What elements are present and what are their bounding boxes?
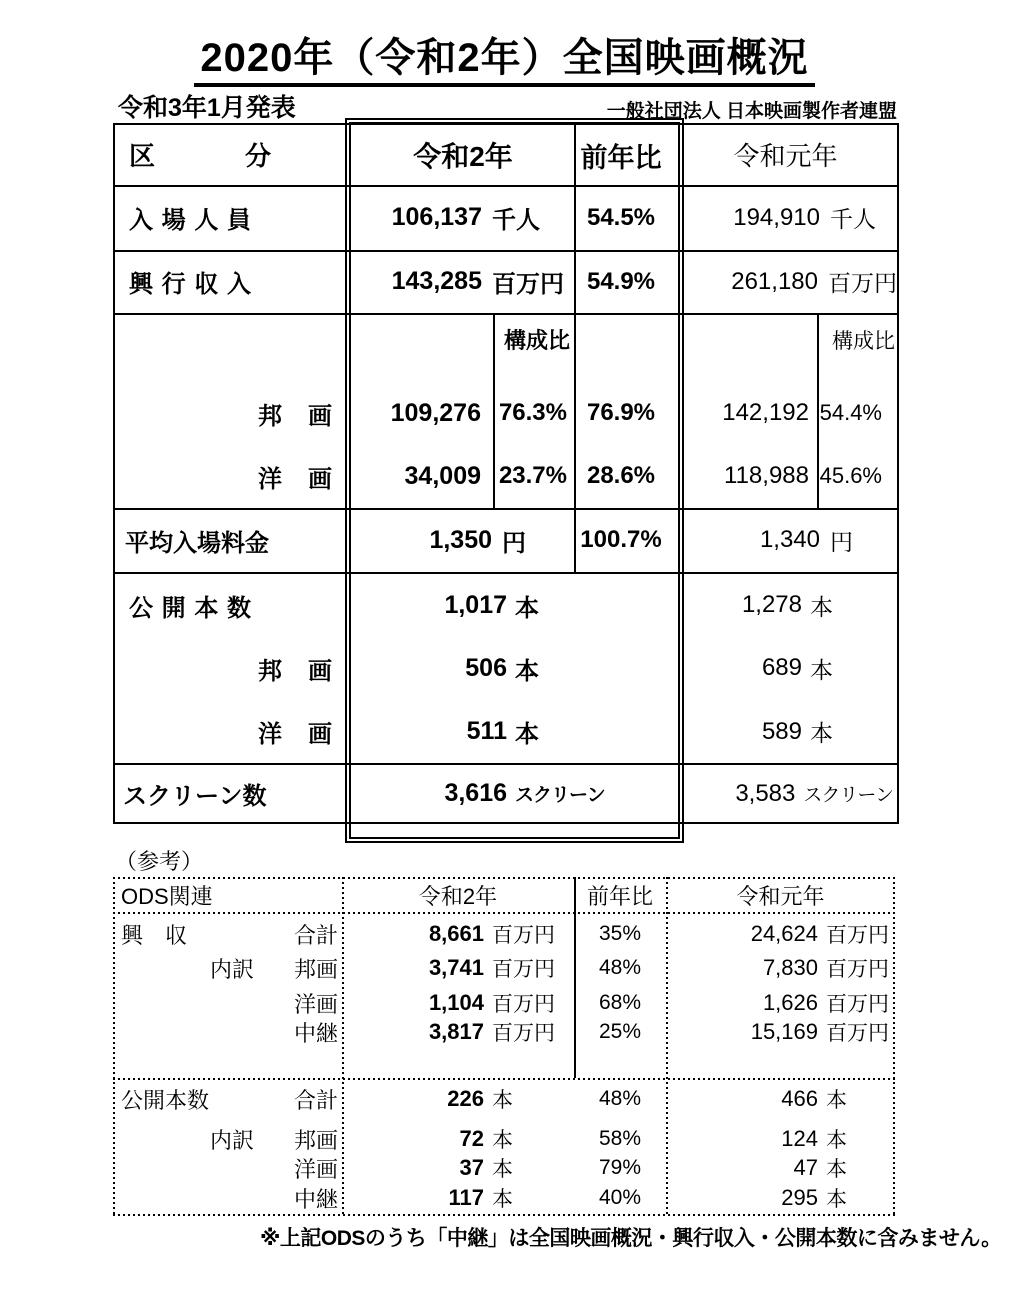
- ods-rev-jp-r2-cell: [342, 951, 574, 985]
- header-yoy: 前年比: [580, 142, 662, 173]
- boxoffice-label-cell: [129, 252, 345, 311]
- share-fr-yoy: 28.6%: [586, 462, 656, 489]
- ods-rel-relay-r2-unit: 本: [492, 1188, 513, 1211]
- price-r2-unit: 円: [502, 529, 526, 557]
- boxoffice-yoy: 54.9%: [586, 267, 656, 295]
- ods-rel-fr-r1-value: 47: [793, 1155, 818, 1180]
- ods-rel-fr-yoy-cell: [574, 1151, 666, 1185]
- attendance-label: 入 場 人 員: [129, 207, 253, 234]
- share-jp-r2-value-cell: [352, 380, 481, 446]
- ods-header-reiwa2-cell: [342, 879, 574, 912]
- ods-rel-fr-label-cell: [113, 1151, 338, 1185]
- screens-r2-cell: [352, 765, 667, 822]
- screens-r1-value: 3,583: [735, 779, 796, 807]
- ods-header-label-cell: [121, 879, 341, 912]
- share-fr-r2-share-cell: [493, 443, 567, 509]
- screens-r2-value: 3,616: [444, 779, 507, 807]
- boxoffice-yoy-cell: [576, 252, 666, 311]
- screens-label: スクリーン数: [123, 783, 267, 810]
- releases-r1-value: 1,278: [741, 591, 802, 618]
- header-category-char2: 分: [244, 140, 271, 171]
- share-jp-label: 邦 画: [258, 402, 333, 430]
- ods-rev-relay-r2-cell: [342, 1015, 574, 1049]
- boxoffice-label: 興 行 収 入: [129, 271, 253, 298]
- boxoffice-r2-cell: [352, 252, 574, 311]
- price-yoy-cell: [576, 510, 666, 570]
- ods-rel-total-r1-value: 466: [781, 1086, 818, 1111]
- share-fr-label-cell: [113, 443, 333, 509]
- price-label-cell: [125, 510, 345, 570]
- ods-header-reiwa2: 令和2年: [418, 884, 498, 909]
- releases-jp-label-cell: [113, 636, 333, 700]
- share-jp-r2-value: 109,276: [390, 398, 481, 427]
- ods-rev-fr-yoy: 68%: [598, 991, 642, 1014]
- ods-rel-breakdown-label: 内訳: [210, 1127, 255, 1153]
- organization: 一般社団法人 日本映画製作者連盟: [606, 101, 897, 122]
- ods-rel-jp-r1-value: 124: [781, 1126, 818, 1151]
- header-category: [129, 136, 271, 173]
- ods-rev-jp-r1-unit: 百万円: [826, 958, 889, 981]
- ods-rev-relay-label-cell: [113, 1015, 338, 1049]
- releases-r1-unit: 本: [810, 593, 833, 620]
- attendance-label-cell: [129, 187, 345, 248]
- share-jp-yoy: 76.9%: [586, 399, 656, 426]
- screens-r1-cell: [674, 765, 893, 822]
- share-fr-label: 洋 画: [258, 465, 333, 493]
- header-category-cell: [113, 125, 345, 183]
- ods-rev-total-label-cell: [121, 917, 338, 951]
- ods-rel-jp-r2-unit: 本: [492, 1129, 513, 1152]
- attendance-r1-cell: [674, 187, 897, 248]
- ods-rel-total-r1-unit: 本: [826, 1089, 847, 1112]
- ods-rev-jp-yoy-cell: [574, 951, 666, 985]
- releases-r2-value: 1,017: [444, 590, 507, 619]
- releases-label-cell: [129, 574, 345, 636]
- share-fr-r2-value-cell: [352, 443, 481, 509]
- attendance-r2-value: 106,137: [391, 203, 482, 231]
- releases-jp-r1-unit: 本: [810, 656, 833, 683]
- ods-rev-breakdown-label: 内訳: [210, 956, 255, 982]
- ods-rel-jp-yoy: 58%: [598, 1127, 642, 1150]
- share-jp-r1-value: 142,192: [722, 399, 809, 426]
- t2-line-header: [113, 912, 895, 914]
- page-title: 2020年（令和2年）全国映画概況: [194, 36, 814, 87]
- announce-date: 令和3年1月発表: [118, 94, 296, 122]
- ods-rev-relay-yoy-cell: [574, 1015, 666, 1049]
- releases-r2-unit: 本: [515, 594, 539, 622]
- ods-rev-relay-r2-unit: 百万円: [492, 1022, 555, 1045]
- share-jp-yoy-cell: [576, 380, 666, 446]
- ods-header-reiwa1: 令和元年: [736, 884, 825, 909]
- ods-rev-jp-label: 邦画: [293, 956, 338, 982]
- ods-rev-fr-r1-unit: 百万円: [826, 993, 889, 1016]
- ods-rel-fr-label: 洋画: [293, 1156, 338, 1182]
- ods-rel-jp-label: 邦画: [293, 1127, 338, 1153]
- ods-rev-total-r1-cell: [666, 917, 895, 951]
- price-r1-cell: [674, 510, 897, 570]
- share-jp-r1-share-cell: [817, 380, 882, 446]
- ods-rel-fr-yoy: 79%: [598, 1156, 642, 1179]
- footnote: ※上記ODSのうち「中継」は全国映画概況・興行収入・公開本数に含みません。: [260, 1227, 1002, 1250]
- releases-fr-r2-value: 511: [466, 717, 507, 745]
- ods-rev-fr-label: 洋画: [293, 991, 338, 1017]
- screens-r2-unit: スクリーン: [515, 785, 605, 806]
- share-header-r1: 構成比: [832, 330, 895, 353]
- boxoffice-r1-unit: 百万円: [828, 270, 897, 296]
- price-label: 平均入場料金: [125, 529, 269, 557]
- ods-rev-relay-r2-value: 3,817: [428, 1019, 484, 1044]
- t1-line-boxoffice: [113, 313, 899, 315]
- attendance-r1-value: 194,910: [733, 203, 820, 231]
- price-yoy: 100.7%: [580, 526, 662, 553]
- ods-rev-jp-label-cell: [113, 951, 338, 985]
- ods-rev-total-r2-unit: 百万円: [492, 924, 555, 947]
- ods-rel-fr-r2-unit: 本: [492, 1158, 513, 1181]
- title-row: [0, 26, 1009, 83]
- t2-line-bottom: [113, 1214, 895, 1216]
- ods-rev-jp-r2-unit: 百万円: [492, 958, 555, 981]
- share-jp-r1-share: 54.4%: [819, 400, 882, 425]
- ods-rev-fr-r2-value: 1,104: [428, 990, 484, 1015]
- releases-fr-label: 洋 画: [258, 721, 333, 748]
- screens-r1-unit: スクリーン: [803, 785, 893, 806]
- ods-rev-row-label: 興 収: [121, 922, 188, 948]
- share-fr-r2-value: 34,009: [404, 461, 481, 490]
- share-fr-r2-share: 23.7%: [498, 462, 567, 489]
- ods-rev-relay-label: 中継: [293, 1020, 338, 1046]
- share-jp-r2-share-cell: [493, 380, 567, 446]
- share-jp-label-cell: [113, 380, 333, 446]
- ods-rel-relay-r2-cell: [342, 1182, 574, 1214]
- ods-rev-fr-r1-value: 1,626: [762, 990, 818, 1015]
- share-fr-r1-value-cell: [674, 443, 809, 509]
- ods-rev-total-yoy: 35%: [598, 922, 642, 945]
- ods-rel-total-label-cell: [121, 1080, 338, 1118]
- ods-table: [113, 877, 895, 1216]
- releases-fr-r2-unit: 本: [515, 721, 539, 748]
- ods-rel-jp-r1-unit: 本: [826, 1129, 847, 1152]
- attendance-yoy-cell: [576, 187, 666, 248]
- boxoffice-r2-value: 143,285: [391, 267, 482, 295]
- header-reiwa2-cell: [352, 127, 574, 183]
- ods-rel-total-r2-value: 226: [447, 1086, 484, 1111]
- ods-header-yoy: 前年比: [586, 884, 653, 909]
- ods-rel-total-r2-cell: [342, 1080, 574, 1118]
- ods-rel-fr-r1-cell: [666, 1151, 895, 1185]
- ods-header-label: ODS関連: [121, 884, 213, 909]
- header-yoy-cell: [576, 127, 666, 183]
- header-category-char1: 区: [129, 140, 156, 171]
- releases-jp-r1-value: 689: [761, 654, 802, 681]
- price-r1-unit: 円: [830, 528, 853, 555]
- share-header-r1-cell: [817, 325, 895, 355]
- t1-border-right: [897, 123, 899, 824]
- ods-rel-fr-r2-value: 37: [459, 1155, 484, 1180]
- ods-rev-jp-r1-value: 7,830: [762, 955, 818, 980]
- header-reiwa1-cell: [674, 125, 897, 183]
- boxoffice-r1-value: 261,180: [731, 267, 818, 295]
- ods-rel-total-yoy-cell: [574, 1080, 666, 1118]
- ods-rev-fr-r2-unit: 百万円: [492, 993, 555, 1016]
- releases-jp-r2-cell: [352, 636, 667, 700]
- releases-jp-r2-value: 506: [465, 653, 507, 682]
- ods-rel-relay-yoy-cell: [574, 1182, 666, 1214]
- ods-rev-total-yoy-cell: [574, 917, 666, 951]
- ods-rel-fr-r2-cell: [342, 1151, 574, 1185]
- share-jp-r2-share: 76.3%: [498, 399, 567, 426]
- ods-rev-total-r2-value: 8,661: [428, 921, 484, 946]
- reference-label: （参考）: [115, 849, 204, 874]
- attendance-r2-unit: 千人: [492, 207, 540, 234]
- releases-fr-r2-cell: [352, 700, 667, 763]
- header-reiwa2: 令和2年: [413, 141, 513, 172]
- ods-rel-relay-r1-value: 295: [781, 1185, 818, 1210]
- releases-jp-label: 邦 画: [258, 657, 333, 685]
- share-header-r2: 構成比: [503, 327, 570, 353]
- releases-r1-cell: [674, 574, 897, 636]
- ods-header-yoy-cell: [574, 879, 666, 912]
- ods-rev-jp-r2-value: 3,741: [428, 955, 484, 980]
- releases-jp-r1-cell: [674, 636, 897, 700]
- releases-fr-r1-value: 589: [761, 717, 802, 745]
- ods-rel-relay-yoy: 40%: [598, 1186, 642, 1209]
- ods-rel-relay-label-cell: [113, 1182, 338, 1214]
- releases-r2-cell: [352, 574, 667, 636]
- ods-rel-jp-r2-value: 72: [459, 1126, 484, 1151]
- ods-rev-total-r1-value: 24,624: [750, 921, 818, 946]
- ods-rev-jp-r1-cell: [666, 951, 895, 985]
- price-r2-value: 1,350: [429, 525, 492, 554]
- releases-jp-r2-unit: 本: [515, 657, 539, 685]
- screens-label-cell: [123, 765, 345, 822]
- boxoffice-r2-unit: 百万円: [492, 271, 564, 298]
- ods-rev-total-label: 合計: [293, 922, 338, 948]
- share-jp-r1-value-cell: [674, 380, 809, 446]
- price-r1-value: 1,340: [759, 526, 820, 553]
- ods-rel-row-label: 公開本数: [121, 1087, 210, 1113]
- ods-rel-relay-label: 中継: [293, 1186, 338, 1212]
- ods-rel-fr-r1-unit: 本: [826, 1158, 847, 1181]
- ods-rev-relay-r1-value: 15,169: [750, 1019, 818, 1044]
- ods-rel-relay-r1-unit: 本: [826, 1188, 847, 1211]
- ods-rev-relay-yoy: 25%: [598, 1020, 642, 1043]
- header-reiwa1: 令和元年: [733, 140, 838, 171]
- ods-rel-total-yoy: 48%: [598, 1087, 642, 1110]
- ods-rel-total-label: 合計: [293, 1087, 338, 1113]
- attendance-r1-unit: 千人: [830, 206, 876, 232]
- ods-rev-total-r2-cell: [342, 917, 574, 951]
- ods-rel-relay-r2-value: 117: [448, 1185, 484, 1210]
- ods-rel-relay-r1-cell: [666, 1182, 895, 1214]
- attendance-r2-cell: [352, 187, 574, 248]
- ods-header-reiwa1-cell: [666, 879, 895, 912]
- price-r2-cell: [352, 510, 574, 570]
- ods-rev-jp-yoy: 48%: [598, 956, 642, 979]
- releases-fr-r1-unit: 本: [810, 720, 833, 746]
- share-fr-r1-value: 118,988: [724, 462, 809, 489]
- releases-fr-label-cell: [113, 700, 333, 763]
- ods-rel-total-r1-cell: [666, 1080, 895, 1118]
- share-fr-yoy-cell: [576, 443, 666, 509]
- national-overview-table: [113, 123, 899, 838]
- attendance-yoy: 54.5%: [586, 203, 656, 231]
- ods-rel-total-r2-unit: 本: [492, 1089, 513, 1112]
- share-fr-r1-share: 45.6%: [819, 463, 882, 488]
- ods-rev-relay-r1-cell: [666, 1015, 895, 1049]
- boxoffice-r1-cell: [674, 252, 897, 311]
- ods-rev-total-r1-unit: 百万円: [826, 924, 889, 947]
- share-header-r2-cell: [493, 323, 570, 355]
- t1-line-bottom: [113, 822, 899, 824]
- share-fr-r1-share-cell: [817, 443, 882, 509]
- releases-fr-r1-cell: [674, 700, 897, 763]
- releases-label: 公 開 本 数: [129, 594, 253, 622]
- ods-rev-relay-r1-unit: 百万円: [826, 1022, 889, 1045]
